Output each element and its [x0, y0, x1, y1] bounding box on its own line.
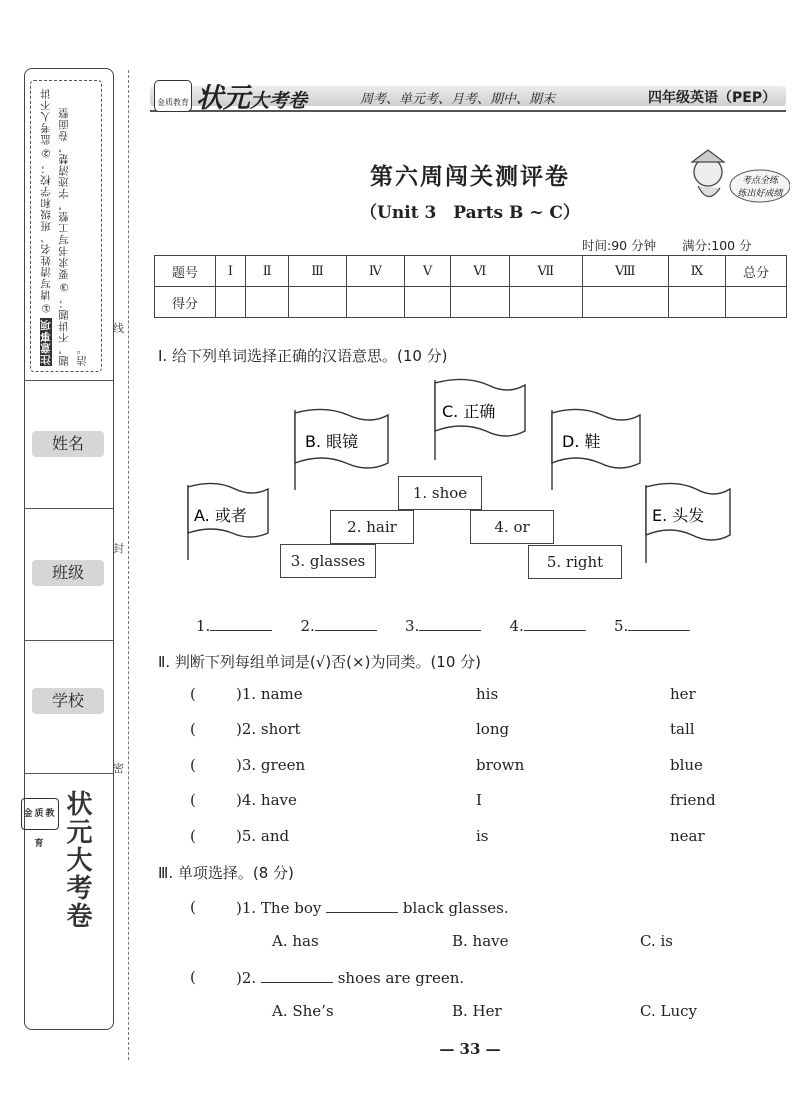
divider [24, 773, 114, 774]
flag-c-label: C. 正确 [442, 402, 496, 421]
cut-line [128, 70, 129, 1060]
answer-paren[interactable]: ( [190, 685, 196, 703]
blank-label: 5. [614, 617, 629, 635]
brand-logo [196, 76, 307, 115]
class-field-label: 班级 [32, 560, 104, 586]
flag-e-label: E. 头发 [652, 506, 705, 525]
mascot-hat [692, 150, 724, 162]
blank-label: 2. [300, 617, 315, 635]
question-word: blue [670, 756, 703, 774]
question-word: tall [670, 720, 695, 738]
section-1-title: Ⅰ. 给下列单词选择正确的汉语意思。(10 分) [158, 347, 448, 365]
name-field-label: 姓名 [32, 431, 104, 457]
blank-label: 4. [509, 617, 524, 635]
table-cell: Ⅱ [245, 256, 289, 287]
table-cell: Ⅶ [509, 256, 582, 287]
notes-text [37, 86, 99, 366]
grade-label: 四年级英语（PEP） [648, 90, 777, 106]
page-subtitle: （Unit 3 Parts B ~ C） [360, 203, 580, 223]
question-word: her [670, 685, 696, 703]
score-table-score-row [155, 287, 787, 318]
answer-paren[interactable]: ( [190, 827, 196, 845]
answer-paren[interactable]: ( [190, 791, 196, 809]
table-cell: Ⅳ [346, 256, 405, 287]
option: A. She’s [272, 1002, 334, 1020]
question-word: I [476, 791, 482, 809]
flag-d-label: D. 鞋 [562, 432, 601, 451]
answer-paren[interactable]: ( [190, 720, 196, 738]
answer-blank[interactable] [524, 616, 586, 631]
option: C. is [640, 932, 673, 950]
answer-paren[interactable]: ( [190, 898, 196, 916]
page-number: — 33 — [439, 1040, 501, 1058]
option: C. Lucy [640, 1002, 697, 1020]
flag-b-label: B. 眼镜 [305, 432, 359, 451]
question-word: brown [476, 756, 525, 774]
mascot-illustration [680, 146, 790, 216]
section-2-title: Ⅱ. 判断下列每组单词是(√)否(×)为同类。(10 分) [158, 653, 482, 671]
question-word: his [476, 685, 499, 703]
answer-blank[interactable] [210, 616, 272, 631]
question-word: friend [670, 791, 716, 809]
cut-label: 线 [113, 322, 124, 335]
divider [24, 508, 114, 509]
slogan-line-1: 考点全练 [741, 176, 779, 186]
question-word: is [476, 827, 489, 845]
word-box: 5. right [528, 545, 622, 579]
score-table-header-row [155, 256, 787, 287]
option: B. Her [452, 1002, 502, 1020]
question-word: )5. and [236, 827, 290, 845]
slogan-line-2: 练出好成绩 [737, 189, 783, 199]
score-table [154, 255, 787, 318]
word-box: 1. shoe [398, 476, 482, 510]
note-1: ①请写清姓名、班级和学校； [40, 162, 52, 314]
score-cell[interactable] [405, 287, 451, 318]
table-cell: Ⅷ [582, 256, 668, 287]
score-cell[interactable] [450, 287, 509, 318]
question-stem: )1. The boy [236, 899, 322, 917]
table-cell: Ⅲ [289, 256, 346, 287]
blank-label: 1. [196, 617, 211, 635]
notes-heading: 注意事项 [40, 319, 52, 365]
blank-label: 3. [405, 617, 420, 635]
answer-paren[interactable]: ( [190, 968, 196, 986]
answer-blank[interactable] [628, 616, 690, 631]
answer-blank[interactable] [326, 898, 398, 913]
mascot-body [698, 186, 720, 197]
brand-main: 状元 [196, 83, 250, 114]
answer-blank[interactable] [261, 968, 333, 983]
question-word: near [670, 827, 705, 845]
question-word: )1. name [236, 685, 303, 703]
table-cell: Ⅰ [216, 256, 246, 287]
sidebar-publisher-logo: 金质教育 [21, 798, 59, 830]
table-cell: 总分 [726, 256, 787, 287]
cut-label: 密 [113, 762, 124, 775]
cut-label: 封 [113, 542, 124, 555]
word-box: 4. or [470, 510, 554, 544]
answer-blanks [196, 616, 690, 635]
note-3: ③要求书写工整，字迹清楚，卷面整洁。 [58, 107, 88, 366]
score-cell[interactable] [582, 287, 668, 318]
question-word: )2. short [236, 720, 301, 738]
score-cell[interactable] [726, 287, 787, 318]
page-title: 第六周闯关测评卷 [370, 163, 570, 190]
note-2: ②监考人不讲题，不讲题； [40, 87, 70, 366]
divider [24, 640, 114, 641]
question-word: long [476, 720, 510, 738]
score-cell[interactable] [668, 287, 725, 318]
word-box: 3. glasses [280, 544, 376, 578]
section-3-title: Ⅲ. 单项选择。(8 分) [158, 864, 294, 882]
flag-a-label: A. 或者 [194, 506, 247, 525]
divider [24, 380, 114, 381]
table-cell: Ⅸ [668, 256, 725, 287]
table-cell: 得分 [155, 287, 216, 318]
score-cell[interactable] [509, 287, 582, 318]
table-cell: 题号 [155, 256, 216, 287]
brand-sub: 大考卷 [250, 90, 308, 112]
question-stem: )2. [236, 969, 257, 987]
school-field-label: 学校 [32, 688, 104, 714]
option: A. has [272, 932, 319, 950]
answer-blank[interactable] [419, 616, 481, 631]
full-score: 满分:100 分 [682, 238, 752, 253]
question-text [236, 968, 464, 987]
exam-types: 周考、单元考、月考、期中、期末 [360, 92, 556, 107]
score-cell[interactable] [289, 287, 346, 318]
sidebar-brand-logo [23, 790, 96, 1000]
question-stem-end: shoes are green. [337, 969, 465, 987]
score-cell[interactable] [346, 287, 405, 318]
sidebar-brand-text: 状元大考卷 [62, 790, 92, 930]
question-word: )3. green [236, 756, 306, 774]
table-cell: Ⅴ [405, 256, 451, 287]
time-info [582, 236, 752, 254]
question-stem-end: black glasses. [402, 899, 509, 917]
word-box: 2. hair [330, 510, 414, 544]
score-cell[interactable] [245, 287, 289, 318]
answer-blank[interactable] [315, 616, 377, 631]
table-cell: Ⅵ [450, 256, 509, 287]
question-word: )4. have [236, 791, 297, 809]
question-text [236, 898, 509, 917]
score-cell[interactable] [216, 287, 246, 318]
answer-paren[interactable]: ( [190, 756, 196, 774]
time-limit: 时间:90 分钟 [582, 238, 657, 253]
publisher-logo: 金质教育 [154, 80, 192, 112]
option: B. have [452, 932, 509, 950]
